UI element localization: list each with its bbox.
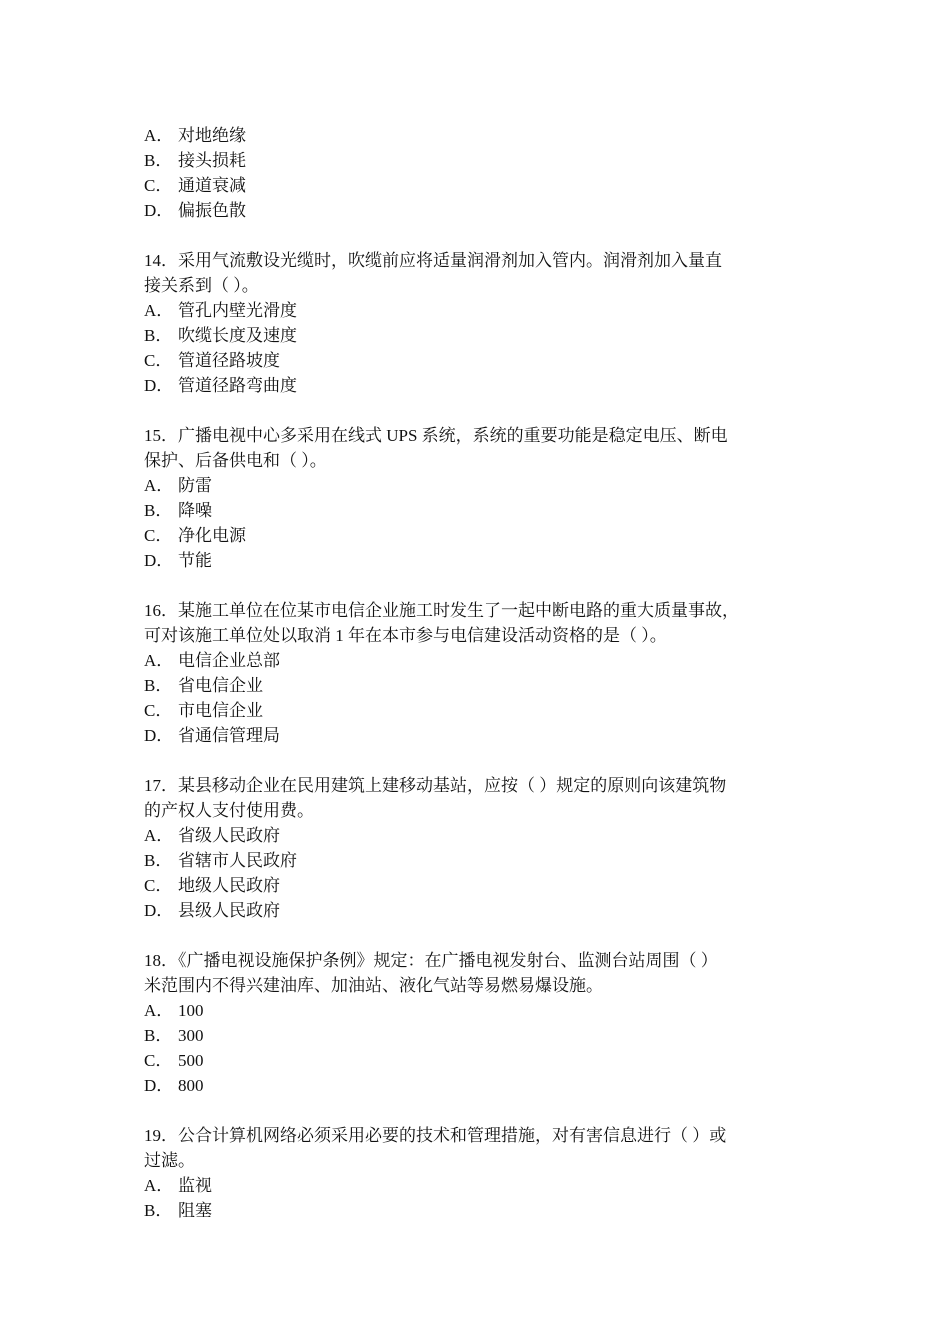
option-b: B． 降噪	[144, 501, 212, 520]
option-b: B． 省辖市人民政府	[144, 851, 297, 870]
option-c: C． 地级人民政府	[144, 876, 280, 895]
option-d: D． 800	[144, 1076, 204, 1095]
option-b: B． 接头损耗	[144, 151, 246, 170]
option-a: A． 100	[144, 1001, 204, 1020]
option-b: B． 吹缆长度及速度	[144, 326, 297, 345]
document-page	[144, 123, 824, 1248]
question-block-18	[144, 948, 824, 1098]
option-d: D． 节能	[144, 551, 212, 570]
option-d: D． 偏振色散	[144, 201, 246, 220]
option-c: C． 管道径路坡度	[144, 351, 280, 370]
question-text-line: 接关系到（ ）。	[144, 276, 259, 295]
question-text-line: 可对该施工单位处以取消 1 年在本市参与电信建设活动资格的是（ ）。	[144, 626, 667, 645]
option-b: B． 省电信企业	[144, 676, 263, 695]
option-d: D． 省通信管理局	[144, 726, 280, 745]
question-block-15	[144, 423, 824, 573]
option-c: C． 通道衰减	[144, 176, 246, 195]
question-block-14	[144, 248, 824, 398]
question-text-line: 15．广播电视中心多采用在线式 UPS 系统，系统的重要功能是稳定电压、断电	[144, 426, 728, 445]
option-c: C． 净化电源	[144, 526, 246, 545]
question-block-17	[144, 773, 824, 923]
question-block-13	[144, 123, 824, 223]
option-a: A． 电信企业总部	[144, 651, 280, 670]
question-text-line: 14．采用气流敷设光缆时，吹缆前应将适量润滑剂加入管内。润滑剂加入量直	[144, 251, 722, 270]
option-d: D． 县级人民政府	[144, 901, 280, 920]
option-a: A． 防雷	[144, 476, 212, 495]
option-b: B． 300	[144, 1026, 204, 1045]
option-a: A． 监视	[144, 1176, 212, 1195]
question-text-line: 18．《广播电视设施保护条例》规定：在广播电视发射台、监测台站周围（ ）	[144, 951, 718, 970]
option-a: A． 管孔内壁光滑度	[144, 301, 297, 320]
option-a: A． 省级人民政府	[144, 826, 280, 845]
question-block-16	[144, 598, 824, 748]
option-b: B． 阻塞	[144, 1201, 212, 1220]
question-text-line: 16．某施工单位在位某市电信企业施工时发生了一起中断电路的重大质量事故，	[144, 601, 739, 620]
question-text-line: 米范围内不得兴建油库、加油站、液化气站等易燃易爆设施。	[144, 976, 603, 995]
question-text-line: 17．某县移动企业在民用建筑上建移动基站，应按（ ）规定的原则向该建筑物	[144, 776, 727, 795]
option-c: C． 市电信企业	[144, 701, 263, 720]
question-block-19	[144, 1123, 824, 1223]
question-text-line: 过滤。	[144, 1151, 195, 1170]
option-c: C． 500	[144, 1051, 204, 1070]
option-a: A． 对地绝缘	[144, 126, 246, 145]
question-text-line: 19．公合计算机网络必须采用必要的技术和管理措施，对有害信息进行（ ）或	[144, 1126, 727, 1145]
question-text-line: 保护、后备供电和（ ）。	[144, 451, 327, 470]
option-d: D． 管道径路弯曲度	[144, 376, 297, 395]
question-text-line: 的产权人支付使用费。	[144, 801, 314, 820]
